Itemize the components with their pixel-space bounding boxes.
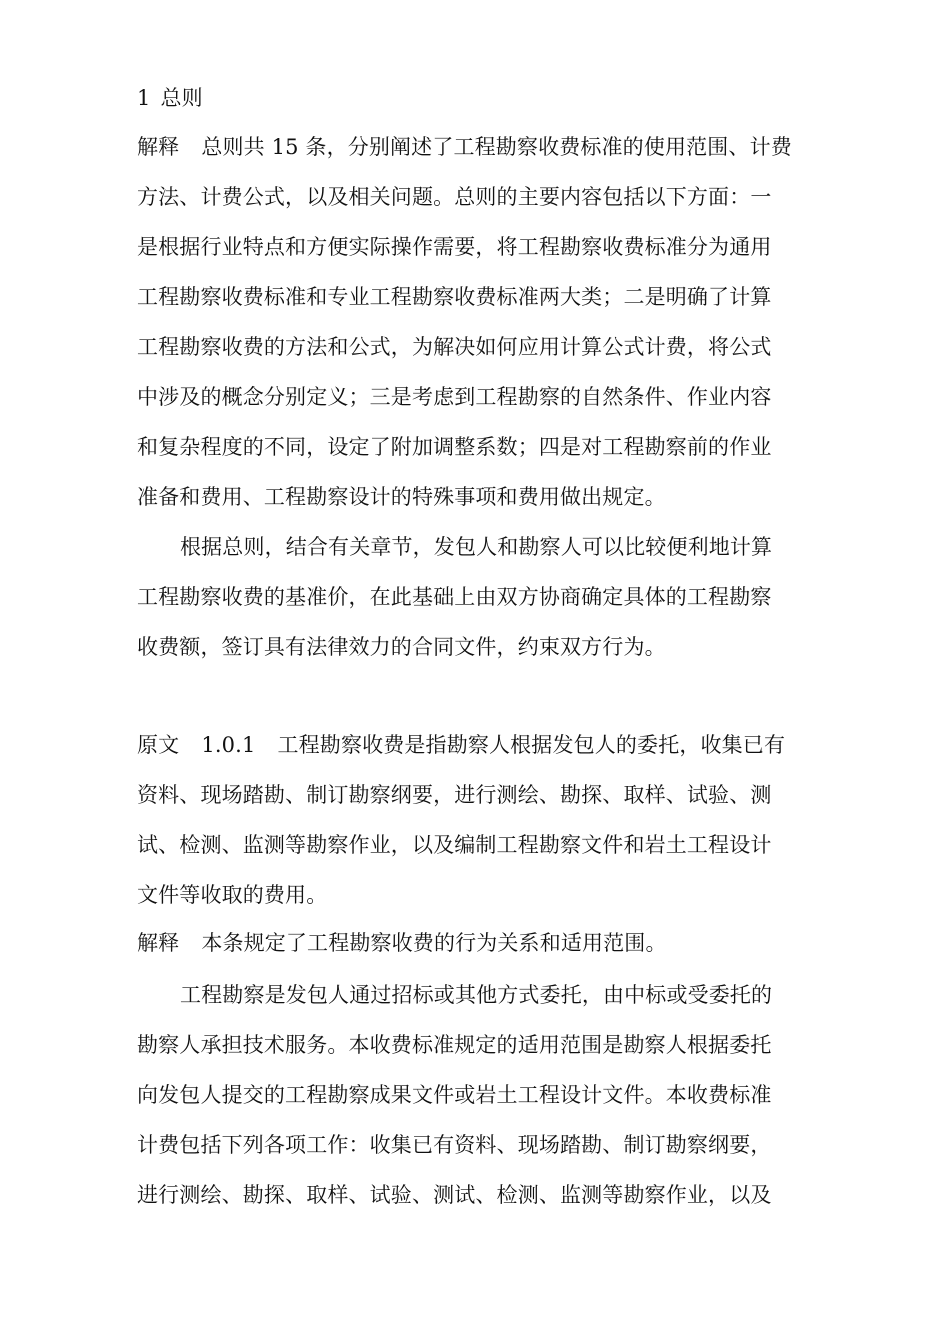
original-line-1	[137, 730, 817, 760]
original-label: 原文	[137, 733, 180, 757]
paragraph-line: 文件等收取的费用。	[137, 883, 328, 907]
paragraph-line: 工程勘察是发包人通过招标或其他方式委托，由中标或受委托的	[180, 983, 773, 1007]
paragraph-line: 试、检测、监测等勘察作业，以及编制工程勘察文件和岩土工程设计	[137, 833, 772, 857]
paragraph-line: 工程勘察收费的方法和公式，为解决如何应用计算公式计费，将公式	[137, 335, 772, 359]
paragraph-line: 计费包括下列各项工作：收集已有资料、现场踏勘、制订勘察纲要，	[137, 1133, 772, 1157]
clause-explain-line	[137, 928, 817, 958]
paragraph-line: 收费额，签订具有法律效力的合同文件，约束双方行为。	[137, 635, 666, 659]
explain-line-1	[137, 132, 817, 162]
paragraph-line: 和复杂程度的不同，设定了附加调整系数；四是对工程勘察前的作业	[137, 435, 772, 459]
paragraph-line: 勘察人承担技术服务。本收费标准规定的适用范围是勘察人根据委托	[137, 1033, 772, 1057]
paragraph-line: 准备和费用、工程勘察设计的特殊事项和费用做出规定。	[137, 485, 666, 509]
original-text: 工程勘察收费是指勘察人根据发包人的委托，收集已有	[277, 733, 786, 757]
paragraph-line: 方法、计费公式，以及相关问题。总则的主要内容包括以下方面：一	[137, 185, 772, 209]
paragraph-line: 资料、现场踏勘、制订勘察纲要，进行测绘、勘探、取样、试验、测	[137, 783, 772, 807]
explain-label: 解释	[137, 931, 180, 955]
paragraph-line: 中涉及的概念分别定义；三是考虑到工程勘察的自然条件、作业内容	[137, 385, 772, 409]
paragraph-line: 根据总则，结合有关章节，发包人和勘察人可以比较便利地计算	[180, 535, 773, 559]
paragraph-line: 进行测绘、勘探、取样、试验、测试、检测、监测等勘察作业，以及	[137, 1183, 772, 1207]
paragraph-line: 向发包人提交的工程勘察成果文件或岩土工程设计文件。本收费标准	[137, 1083, 772, 1107]
paragraph-line: 工程勘察收费的基准价，在此基础上由双方协商确定具体的工程勘察	[137, 585, 772, 609]
paragraph-line: 是根据行业特点和方便实际操作需要，将工程勘察收费标准分为通用	[137, 235, 772, 259]
heading-title: 总则	[160, 86, 203, 110]
heading-number: 1	[137, 86, 151, 110]
explain-label: 解释	[137, 135, 180, 159]
explain-text: 总则共 15 条，分别阐述了工程勘察收费标准的使用范围、计费	[201, 135, 792, 159]
section-heading	[137, 83, 817, 113]
explain-text: 本条规定了工程勘察收费的行为关系和适用范围。	[201, 931, 667, 955]
paragraph-line: 工程勘察收费标准和专业工程勘察收费标准两大类；二是明确了计算	[137, 285, 772, 309]
clause-number: 1.0.1	[201, 733, 256, 757]
